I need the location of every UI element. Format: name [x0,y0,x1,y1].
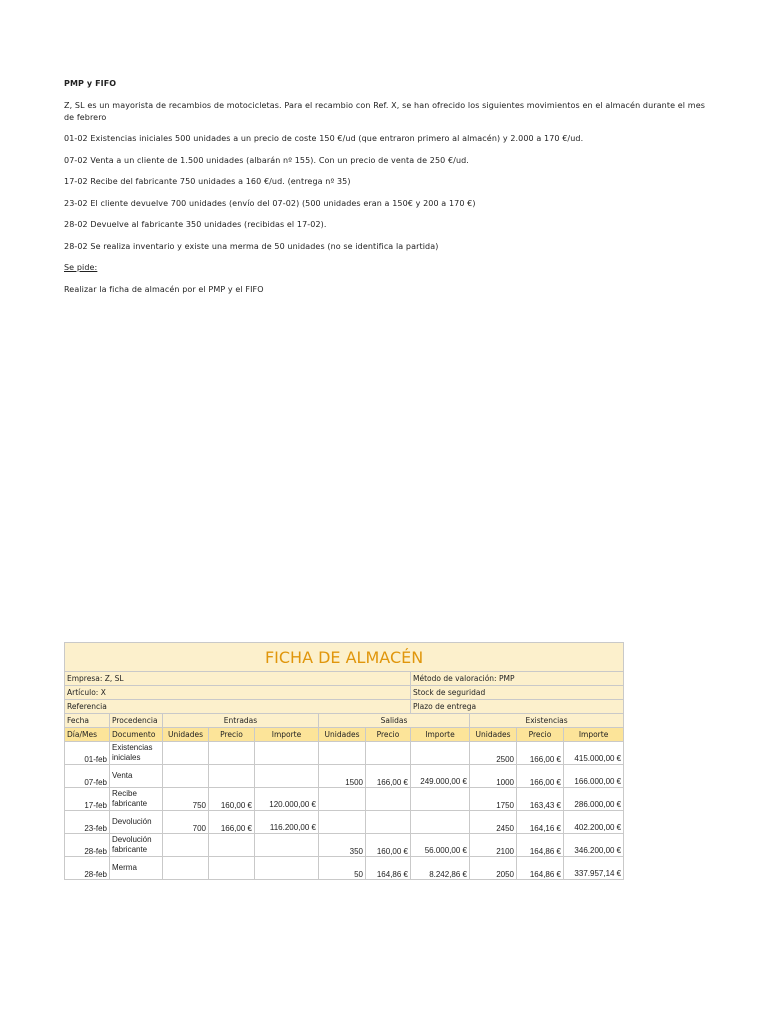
movement-line: 23-02 El cliente devuelve 700 unidades (envío del 07-02) (500 unidades eran a 150€ y 200 a 170 €) [64,198,476,208]
cell-e-unidades [163,857,209,880]
cell-s-importe: 8.242,86 € [411,857,470,880]
cell-s-unidades [319,788,366,811]
cell-s-unidades: 1500 [319,765,366,788]
cell-x-precio: 163,43 € [517,788,564,811]
movement-line: 28-02 Se realiza inventario y existe una merma de 50 unidades (no se identifica la partida) [64,241,439,251]
cell-e-unidades: 750 [163,788,209,811]
cell-documento: Existencias iniciales [110,742,163,765]
movement-line: 17-02 Recibe del fabricante 750 unidades a 160 €/ud. (entrega nº 35) [64,177,351,186]
col-existencias-importe: Importe [564,728,624,742]
cell-s-unidades: 50 [319,857,366,880]
exercise-statement [64,78,705,305]
col-existencias-precio: Precio [517,728,564,742]
cell-x-unidades: 1750 [470,788,517,811]
cell-s-importe [411,788,470,811]
cell-x-precio: 164,86 € [517,857,564,880]
cell-e-unidades [163,742,209,765]
movement-line: 28-02 Devuelve al fabricante 350 unidades (recibidas el 17-02). [64,220,327,229]
cell-s-precio [366,742,411,765]
movement-line: 07-02 Venta a un cliente de 1.500 unidades (albarán nº 155). Con un precio de venta de 250 €/ud. [64,155,469,165]
cell-fecha: 28-feb [65,834,110,857]
se-pide-label: Se pide: [64,263,98,272]
cell-e-precio [209,765,255,788]
cell-e-importe: 116.200,00 € [255,811,319,834]
col-entradas-precio: Precio [209,728,255,742]
cell-e-precio [209,857,255,880]
cell-e-importe: 120.000,00 € [255,788,319,811]
table-row [65,788,624,811]
header-fecha: Fecha [65,714,110,728]
table-row [65,857,624,880]
ficha-almacen-table [64,642,624,880]
header-entradas: Entradas [163,714,319,728]
cell-e-unidades: 700 [163,811,209,834]
cell-fecha: 01-feb [65,742,110,765]
cell-s-precio: 166,00 € [366,765,411,788]
cell-x-importe: 415.000,00 € [564,742,624,765]
cell-fecha: 23-feb [65,811,110,834]
cell-x-precio: 164,86 € [517,834,564,857]
ficha-title: FICHA DE ALMACÉN [65,643,624,672]
empresa-label: Empresa: Z, SL [65,672,411,686]
cell-e-precio [209,742,255,765]
cell-fecha: 07-feb [65,765,110,788]
cell-e-importe [255,765,319,788]
col-entradas-unidades: Unidades [163,728,209,742]
table-row [65,811,624,834]
cell-x-precio: 164,16 € [517,811,564,834]
cell-documento: Recibe fabricante [110,788,163,811]
cell-fecha: 17-feb [65,788,110,811]
exercise-intro: Z, SL es un mayorista de recambios de motocicletas. Para el recambio con Ref. X, se han ofrecido los siguientes movimientos en el almacén durante el mes de febrero [64,100,705,122]
header-procedencia: Procedencia [110,714,163,728]
header-existencias: Existencias [470,714,624,728]
exercise-title: PMP y FIFO [64,79,117,88]
cell-e-precio: 166,00 € [209,811,255,834]
col-existencias-unidades: Unidades [470,728,517,742]
cell-e-precio [209,834,255,857]
cell-s-precio [366,788,411,811]
cell-s-precio: 164,86 € [366,857,411,880]
col-salidas-precio: Precio [366,728,411,742]
cell-x-unidades: 2100 [470,834,517,857]
movement-line: 01-02 Existencias iniciales 500 unidades a un precio de coste 150 €/ud (que entraron primero al almacén) y 2.000 a 170 €/ud. [64,134,584,143]
cell-documento: Merma [110,857,163,880]
task-text: Realizar la ficha de almacén por el PMP y el FIFO [64,284,264,294]
referencia-label: Referencia [65,700,411,714]
stock-label: Stock de seguridad [411,686,624,700]
cell-e-importe [255,834,319,857]
cell-documento: Devolución [110,811,163,834]
cell-x-precio: 166,00 € [517,765,564,788]
cell-e-precio: 160,00 € [209,788,255,811]
cell-x-importe: 166.000,00 € [564,765,624,788]
cell-s-importe: 56.000,00 € [411,834,470,857]
cell-e-importe [255,857,319,880]
col-salidas-unidades: Unidades [319,728,366,742]
cell-documento: Venta [110,765,163,788]
cell-x-importe: 286.000,00 € [564,788,624,811]
cell-s-precio: 160,00 € [366,834,411,857]
cell-s-importe: 249.000,00 € [411,765,470,788]
cell-x-unidades: 2500 [470,742,517,765]
col-salidas-importe: Importe [411,728,470,742]
cell-s-unidades: 350 [319,834,366,857]
table-row [65,834,624,857]
col-entradas-importe: Importe [255,728,319,742]
articulo-label: Artículo: X [65,686,411,700]
table-row [65,742,624,765]
plazo-label: Plazo de entrega [411,700,624,714]
cell-x-importe: 346.200,00 € [564,834,624,857]
metodo-label: Método de valoración: PMP [411,672,624,686]
cell-x-unidades: 2450 [470,811,517,834]
cell-x-unidades: 2050 [470,857,517,880]
cell-x-precio: 166,00 € [517,742,564,765]
cell-fecha: 28-feb [65,857,110,880]
cell-s-importe [411,811,470,834]
cell-x-importe: 402.200,00 € [564,811,624,834]
header-salidas: Salidas [319,714,470,728]
cell-s-importe [411,742,470,765]
cell-documento: Devolución fabricante [110,834,163,857]
col-diames: Día/Mes [65,728,110,742]
cell-e-unidades [163,834,209,857]
cell-s-unidades [319,811,366,834]
cell-s-unidades [319,742,366,765]
cell-e-unidades [163,765,209,788]
col-documento: Documento [110,728,163,742]
cell-s-precio [366,811,411,834]
cell-x-unidades: 1000 [470,765,517,788]
cell-e-importe [255,742,319,765]
table-row [65,765,624,788]
cell-x-importe: 337.957,14 € [564,857,624,880]
